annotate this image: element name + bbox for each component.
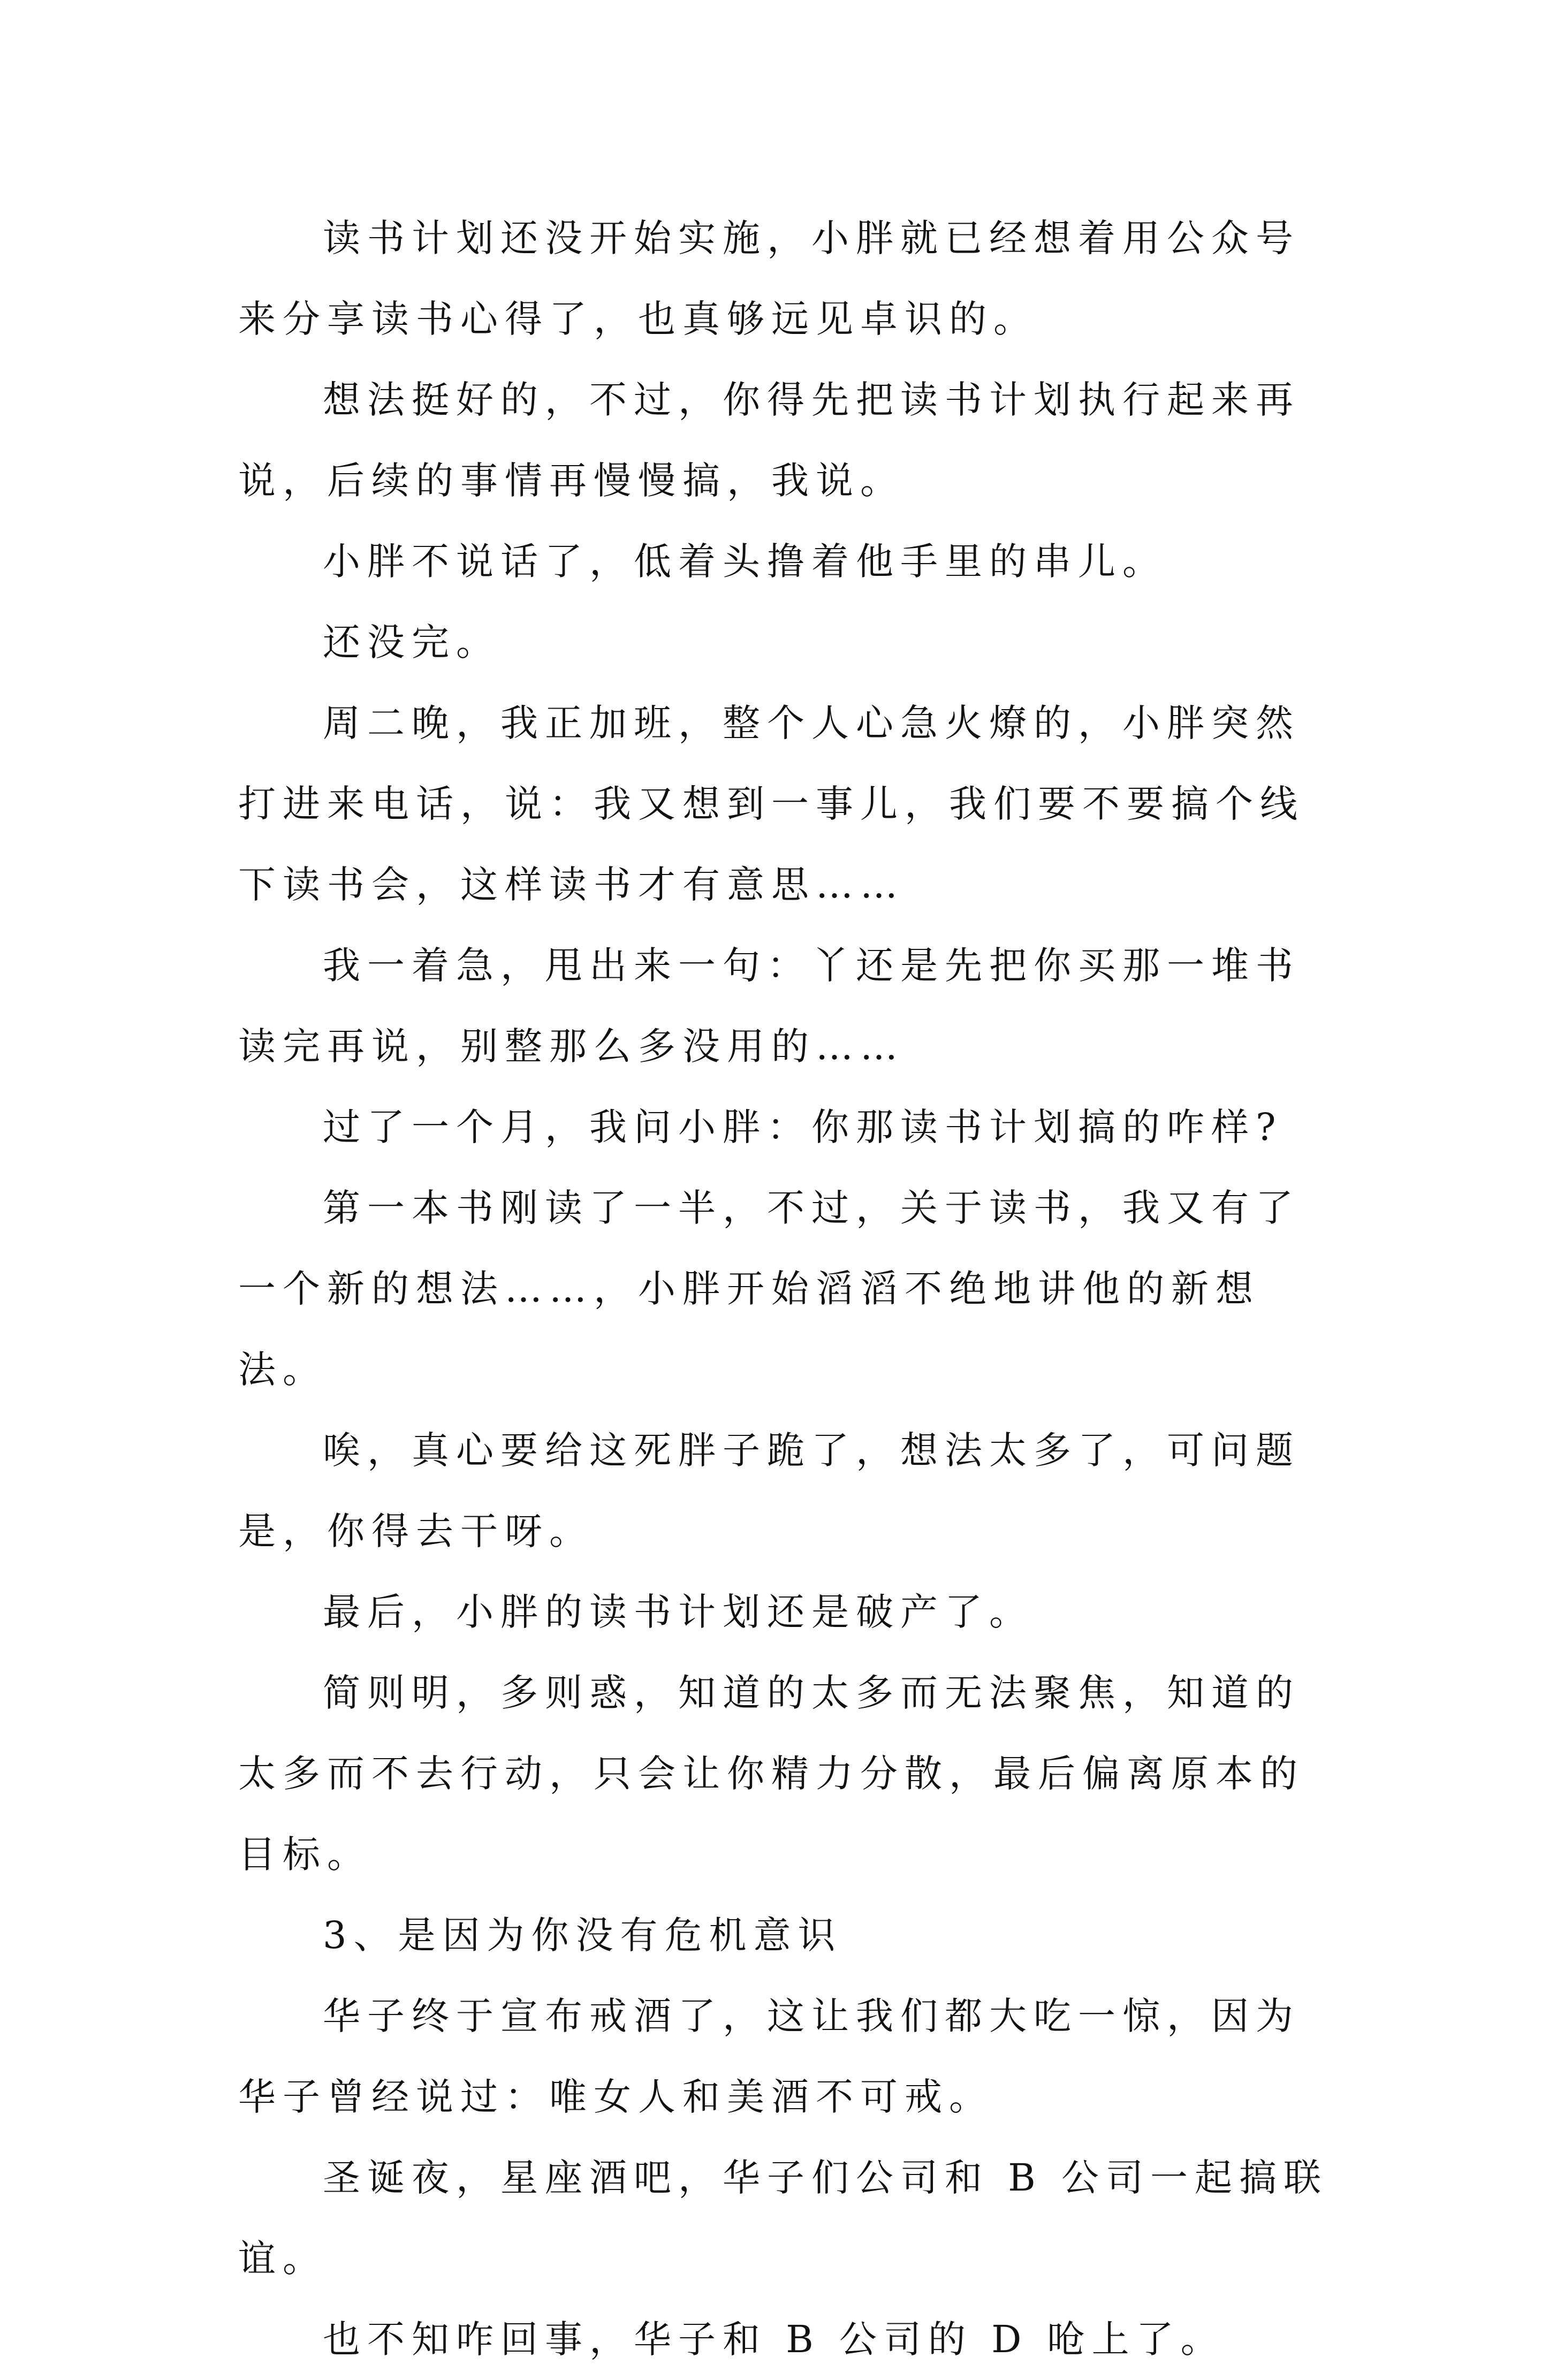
paragraph: 简则明，多则惑，知道的太多而无法聚焦，知道的太多而不去行动，只会让你精力分散，最后偏离原本的目标。	[238, 1671, 1304, 1876]
paragraph: 第一本书刚读了一半，不过，关于读书，我又有了一个新的想法……，小胖开始滔滔不绝地讲他的新想法。	[238, 1186, 1300, 1391]
paragraph: 小胖不说话了，低着头撸着他手里的串儿。	[323, 539, 1167, 583]
paragraph: 想法挺好的，不过，你得先把读书计划执行起来再说，后续的事情再慢慢搞，我说。	[238, 378, 1300, 503]
paragraph: 最后，小胖的读书计划还是破产了。	[323, 1590, 1034, 1634]
paragraph: 也不知咋回事，华子和 B 公司的 D 呛上了。	[323, 2317, 1225, 2361]
paragraph: 周二晚，我正加班，整个人心急火燎的，小胖突然打进来电话，说：我又想到一事儿，我们要不要搞个线下读书会，这样读书才有意思……	[238, 701, 1304, 907]
paragraph: 我一着急，甩出来一句：丫还是先把你买那一堆书读完再说，别整那么多没用的……	[238, 944, 1300, 1068]
paragraph: 还没完。	[323, 620, 500, 664]
body-text	[238, 198, 1335, 2380]
paragraph: 过了一个月，我问小胖：你那读书计划搞的咋样?	[323, 1105, 1283, 1149]
paragraph: 唉，真心要给这死胖子跪了，想法太多了，可问题是，你得去干呀。	[238, 1428, 1300, 1553]
paragraph: 读书计划还没开始实施，小胖就已经想着用公众号来分享读书心得了，也真够远见卓识的。	[238, 216, 1300, 341]
section-heading: 3、是因为你没有危机意识	[323, 1913, 842, 1957]
paragraph: 圣诞夜，星座酒吧，华子们公司和 B 公司一起搞联谊。	[238, 2156, 1328, 2280]
paragraph: 华子终于宣布戒酒了，这让我们都大吃一惊，因为华子曾经说过：唯女人和美酒不可戒。	[238, 1994, 1300, 2119]
